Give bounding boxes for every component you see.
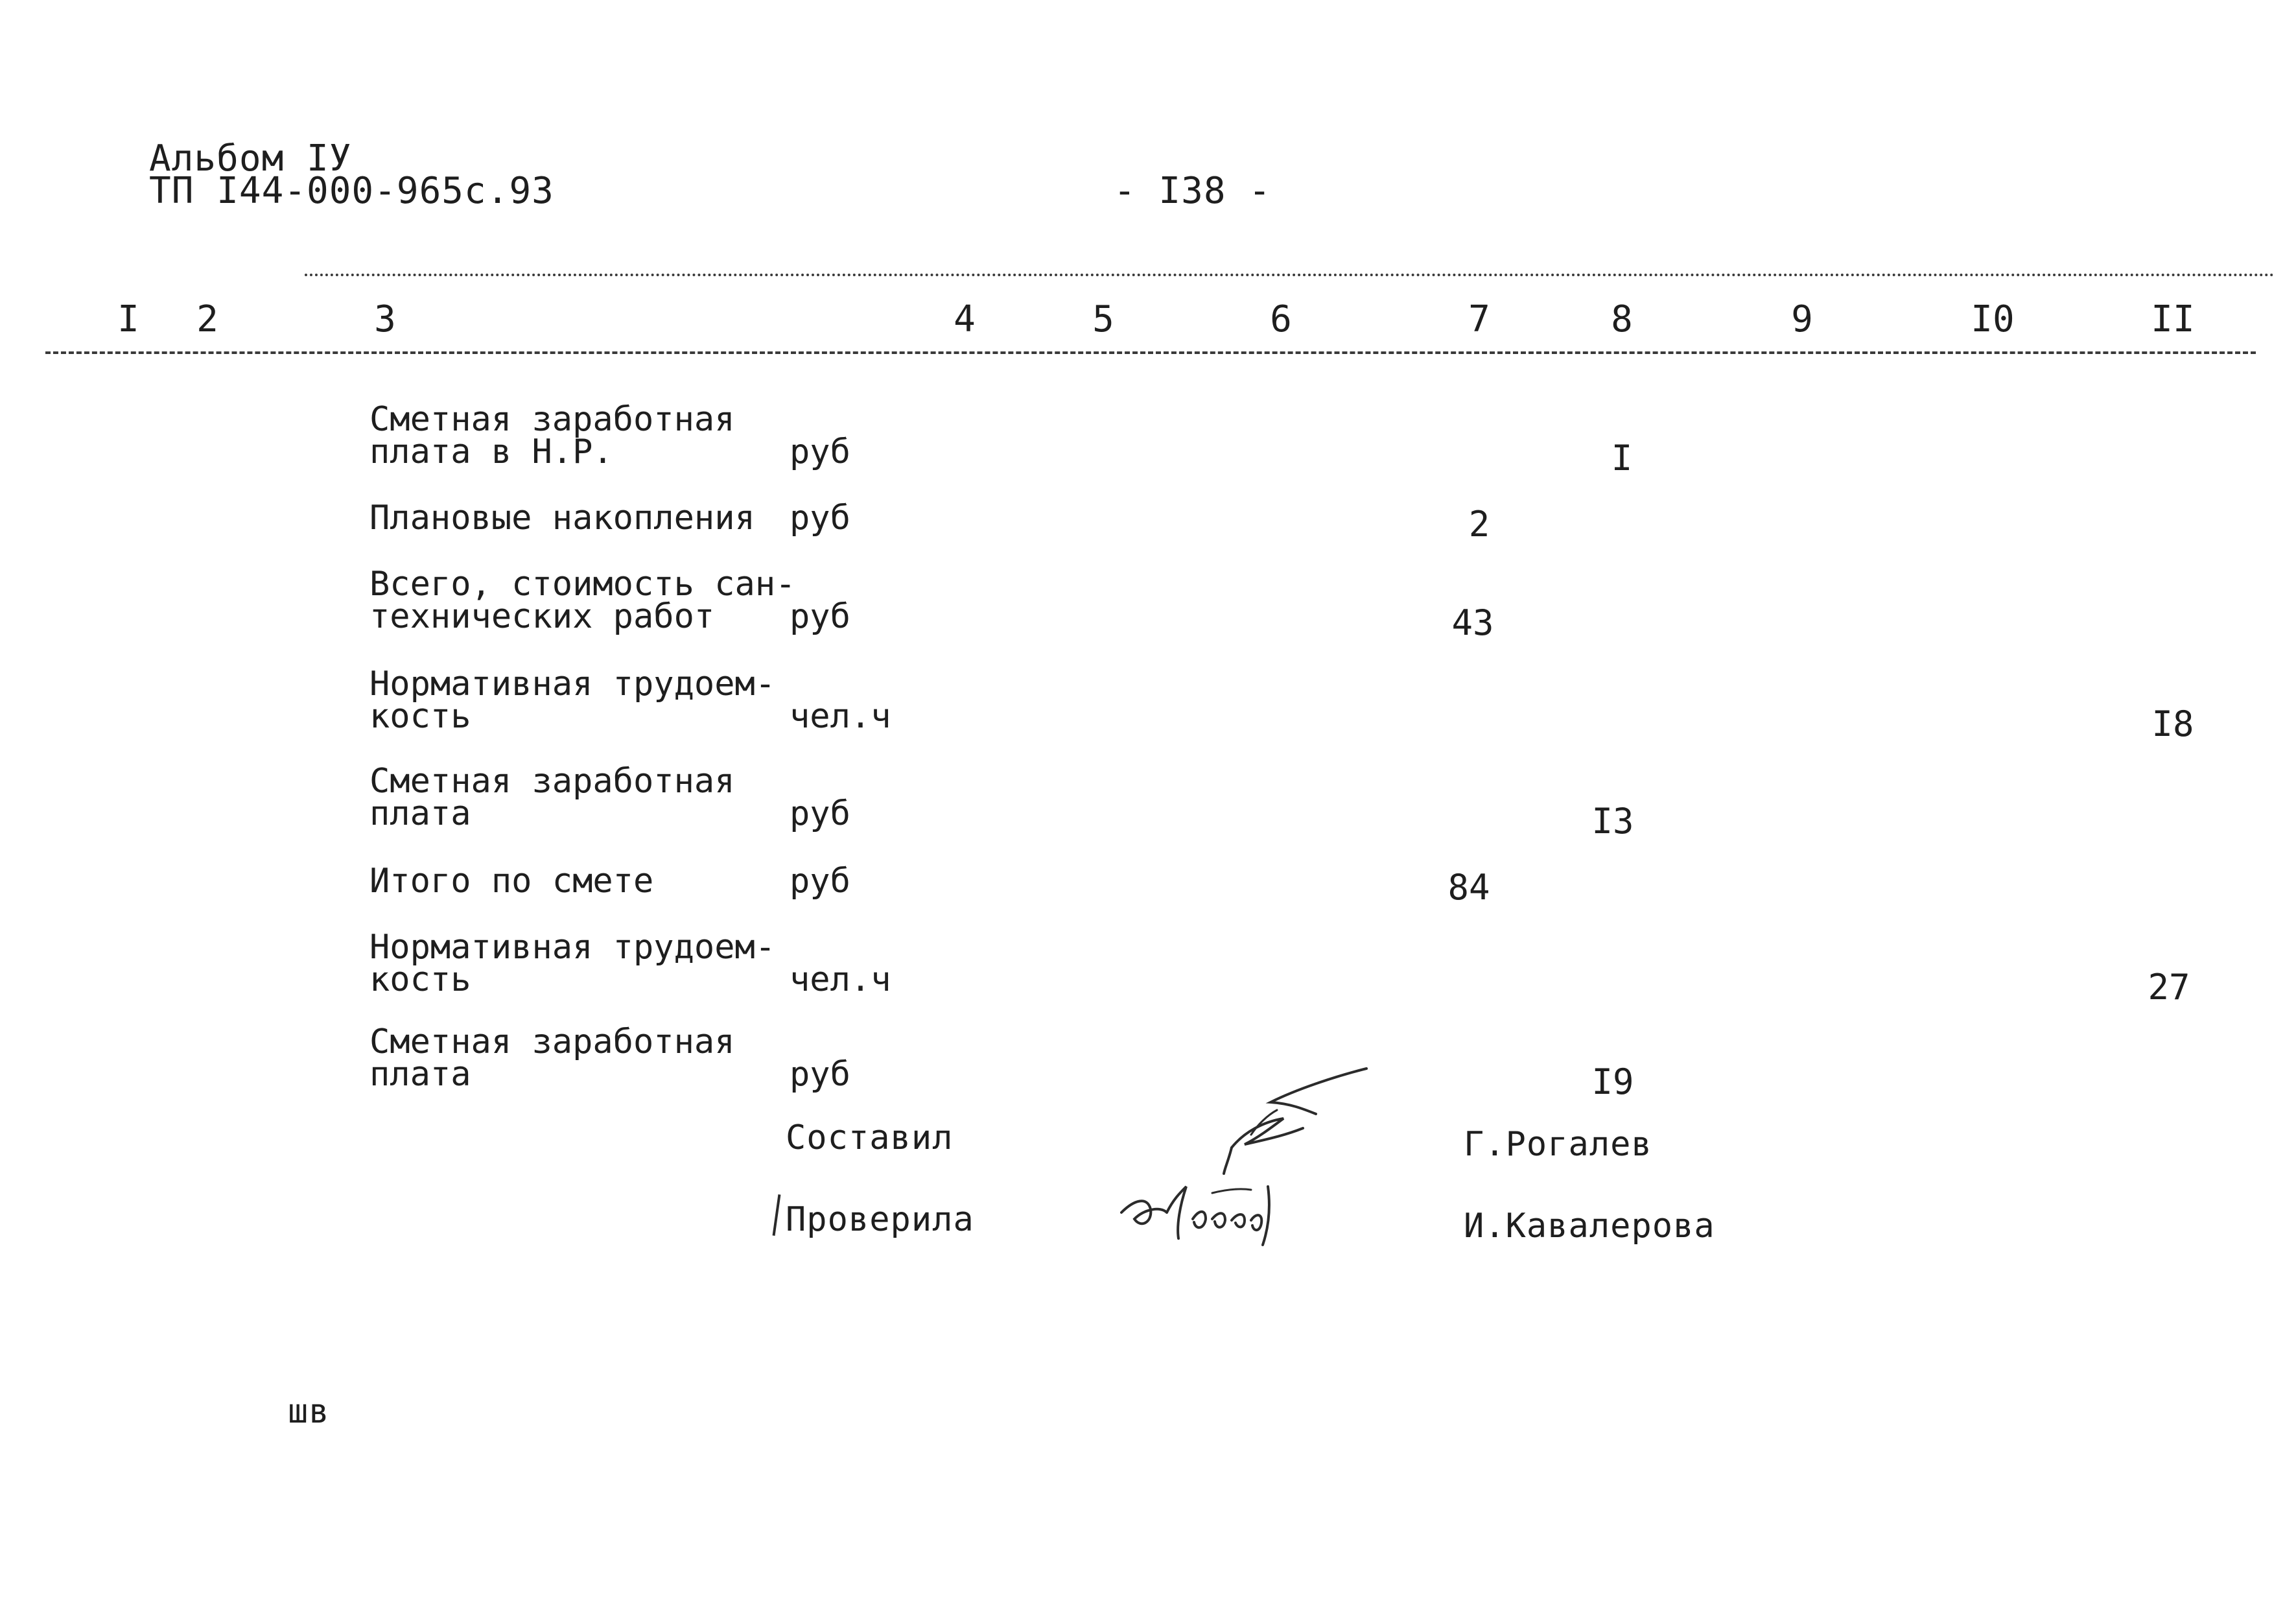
row-value-col-8: I9 <box>1591 1061 1634 1102</box>
row-value-col-7: 43 <box>1451 602 1494 643</box>
album-label: Альбом IУ <box>149 137 352 180</box>
row-unit: руб <box>790 862 850 901</box>
row-label-line: Нормативная трудоем- <box>369 665 776 704</box>
row-label-line: Нормативная трудоем- <box>369 928 776 967</box>
table-header-bottom-rule <box>45 351 2256 354</box>
row-unit: руб <box>790 597 850 636</box>
column-number-5: 5 <box>1092 298 1114 340</box>
row-value-col-11: I8 <box>2151 704 2194 744</box>
table-top-rule <box>305 274 2275 276</box>
row-label-line: Сметная заработная <box>369 762 735 801</box>
row-label-line: плата <box>369 794 471 833</box>
column-number-10: I0 <box>1971 298 2015 340</box>
checked-bracket <box>773 1194 781 1236</box>
row-unit: чел.ч <box>790 960 891 999</box>
column-number-6: 6 <box>1270 298 1292 340</box>
compiled-name: Г.Рогалев <box>1464 1125 1652 1164</box>
column-number-9: 9 <box>1791 298 1813 340</box>
footer-mark: шв <box>288 1392 330 1431</box>
signature-compiled-icon <box>1193 1063 1374 1180</box>
column-number-2: 2 <box>196 298 218 340</box>
row-label-line: плата <box>369 1055 471 1094</box>
row-label-line: кость <box>369 697 471 736</box>
column-number-1: I <box>117 298 139 340</box>
row-label-line: Плановые накопления <box>369 499 755 538</box>
row-label-line: Всего, стоимость сан- <box>369 565 796 604</box>
row-label-line: Сметная заработная <box>369 1023 735 1061</box>
row-value-col-8: I <box>1611 438 1633 479</box>
row-value-col-11: 27 <box>2148 967 2190 1008</box>
compiled-label: Составил <box>786 1118 954 1157</box>
row-unit: руб <box>790 794 850 833</box>
checked-label: Проверила <box>786 1200 974 1239</box>
row-unit: руб <box>790 432 850 471</box>
row-label-line: Итого по смете <box>369 862 654 901</box>
row-label-line: Сметная заработная <box>369 400 735 439</box>
row-value-col-7: 2 <box>1468 504 1490 545</box>
row-unit: руб <box>790 499 850 538</box>
signature-checked-icon <box>1115 1174 1296 1258</box>
column-number-7: 7 <box>1468 298 1490 340</box>
row-value-col-7: 84 <box>1447 867 1490 908</box>
column-number-4: 4 <box>954 298 976 340</box>
row-unit: чел.ч <box>790 697 891 736</box>
row-unit: руб <box>790 1055 850 1094</box>
page-number: - I38 - <box>1114 170 1272 212</box>
column-number-11: II <box>2151 298 2195 340</box>
row-label-line: кость <box>369 960 471 999</box>
column-number-3: 3 <box>374 298 396 340</box>
row-label-line: плата в Н.Р. <box>369 432 613 471</box>
checked-name: И.Кавалерова <box>1464 1207 1715 1246</box>
project-code: ТП I44-000-965с.93 <box>149 170 554 212</box>
column-number-8: 8 <box>1611 298 1633 340</box>
row-value-col-8: I3 <box>1591 801 1634 842</box>
row-label-line: технических работ <box>369 597 715 636</box>
